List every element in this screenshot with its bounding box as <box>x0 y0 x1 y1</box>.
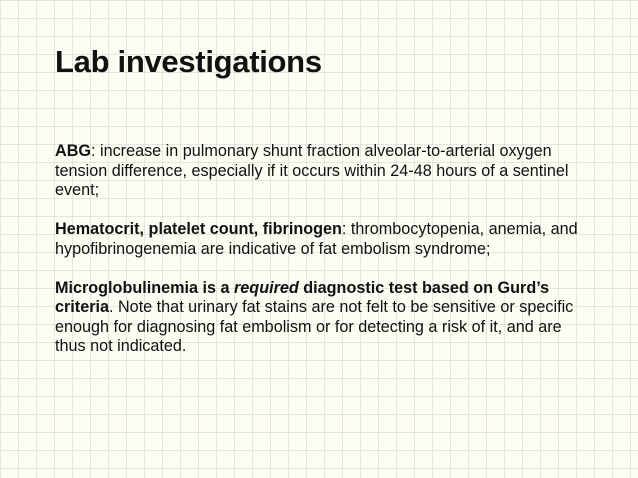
slide-body <box>55 142 595 376</box>
paragraph-abg <box>55 142 595 201</box>
slide-title: Lab investigations <box>55 44 322 79</box>
paragraph-text: . Note that urinary fat stains are not felt to be sensitive or specific enough for diagnosing fat embolism or for detecting a risk of it, and are thus not indicated. <box>55 298 574 355</box>
paragraph-text: : increase in pulmonary shunt fraction alveolar-to-arterial oxygen tension difference, especially if it occurs within 24-48 hours of a sentinel event; <box>55 142 569 199</box>
paragraph-term: ABG <box>55 142 91 160</box>
paragraph-text: : thrombocytopenia, anemia, and hypofibrinogenemia are indicative of fat embolism syndrome; <box>55 220 578 258</box>
paragraph-hematocrit <box>55 220 595 259</box>
paragraph-term-start: Microglobulinemia is a <box>55 278 234 297</box>
paragraph-term-end: diagnostic test based on Gurd’s criteria <box>55 278 550 316</box>
paragraph-microglobulinemia <box>55 279 595 357</box>
paragraph-term-emphasis: required <box>234 278 299 297</box>
paragraph-term: Hematocrit, platelet count, fibrinogen <box>55 220 342 238</box>
